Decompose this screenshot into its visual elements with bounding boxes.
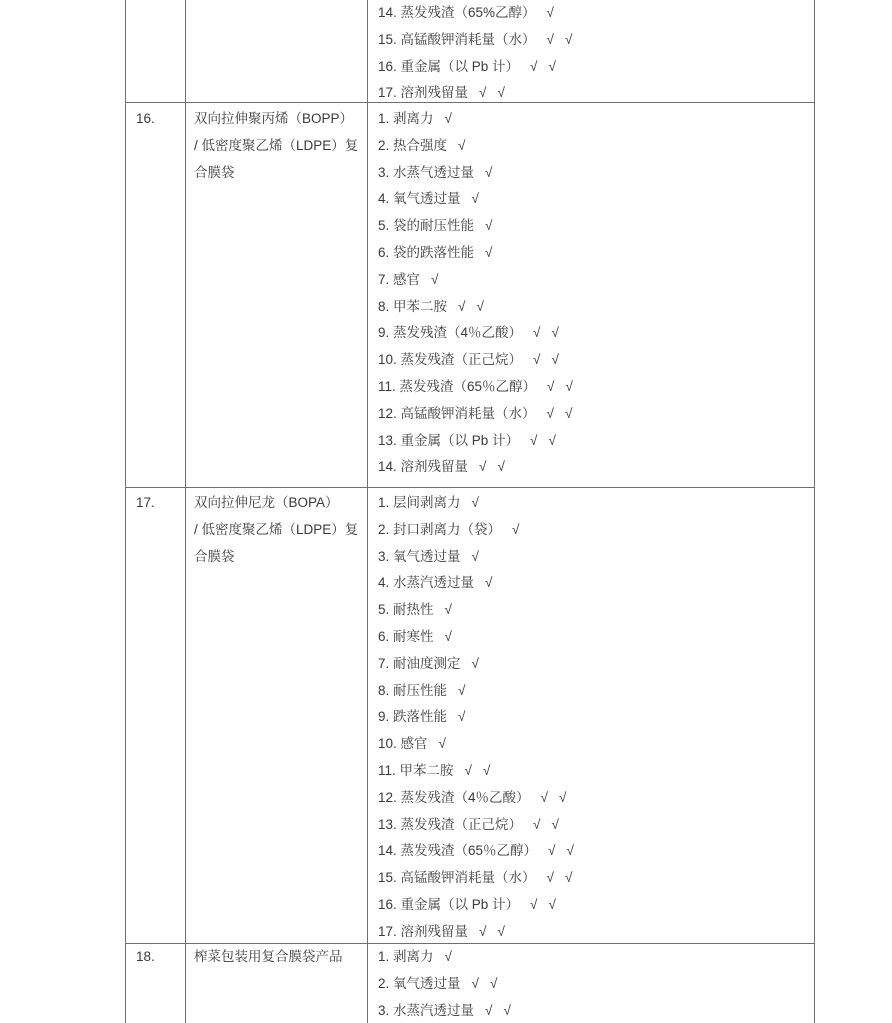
test-item-label: 15. 高锰酸钾消耗量（水） bbox=[378, 31, 536, 47]
test-item bbox=[378, 267, 814, 294]
product-name-line: 合膜袋 bbox=[194, 164, 235, 180]
product-name-line: 双向拉伸聚丙烯（BOPP） bbox=[194, 111, 354, 126]
check-mark: √ bbox=[551, 325, 559, 341]
check-mark: √ bbox=[503, 1002, 511, 1018]
test-items-cell bbox=[368, 488, 814, 943]
check-mark: √ bbox=[565, 378, 573, 394]
test-item bbox=[378, 240, 814, 267]
table-row bbox=[126, 488, 814, 944]
check-mark: √ bbox=[444, 111, 452, 126]
test-item bbox=[378, 944, 814, 971]
test-item-label: 13. 重金属（以 Pb 计） bbox=[378, 432, 520, 448]
table-row bbox=[126, 103, 814, 488]
test-item-label: 12. 高锰酸钾消耗量（水） bbox=[378, 405, 536, 421]
check-mark: √ bbox=[438, 736, 446, 752]
check-mark: √ bbox=[476, 298, 484, 314]
product-name-cell bbox=[186, 488, 368, 943]
check-mark: √ bbox=[512, 521, 520, 537]
check-mark: √ bbox=[546, 5, 554, 20]
test-item-label: 8. 耐压性能 bbox=[378, 682, 448, 698]
check-mark: √ bbox=[485, 575, 493, 591]
check-mark: √ bbox=[482, 762, 491, 778]
check-mark: √ bbox=[566, 843, 574, 859]
test-item bbox=[378, 106, 814, 133]
check-mark: √ bbox=[471, 655, 479, 671]
check-mark: √ bbox=[497, 923, 505, 939]
test-item bbox=[378, 758, 814, 785]
check-mark: √ bbox=[458, 137, 466, 153]
check-mark: √ bbox=[530, 58, 538, 74]
test-item-label: 9. 蒸发残渣（4％乙酸） bbox=[378, 325, 523, 341]
check-mark: √ bbox=[551, 352, 559, 368]
check-mark: √ bbox=[530, 432, 538, 448]
test-item bbox=[378, 0, 814, 27]
check-mark: √ bbox=[546, 405, 554, 421]
check-mark: √ bbox=[471, 191, 479, 207]
test-item-label: 17. 溶剂残留量 bbox=[378, 85, 469, 101]
test-items-cell bbox=[368, 103, 814, 487]
check-mark: √ bbox=[530, 896, 538, 912]
test-item-label: 4. 水蒸汽透过量 bbox=[378, 575, 475, 591]
row-number-cell: 16. bbox=[126, 103, 186, 487]
test-item-label: 5. 耐热性 bbox=[378, 602, 434, 618]
test-item-label: 3. 水蒸汽透过量 bbox=[378, 1002, 475, 1018]
test-item-label: 17. 溶剂残留量 bbox=[378, 923, 469, 939]
test-item bbox=[378, 678, 814, 705]
test-item bbox=[378, 490, 814, 517]
check-mark: √ bbox=[471, 975, 479, 991]
check-mark: √ bbox=[564, 405, 573, 421]
check-mark: √ bbox=[533, 816, 541, 832]
row-number-cell: 18. bbox=[126, 944, 186, 1023]
test-item-label: 16. 重金属（以 Pb 计） bbox=[378, 58, 520, 74]
test-item bbox=[378, 597, 814, 624]
test-item-label: 9. 跌落性能 bbox=[378, 709, 448, 725]
check-mark: √ bbox=[540, 789, 548, 805]
test-item-label: 1. 层间剥离力 bbox=[378, 495, 461, 510]
test-item bbox=[378, 865, 814, 892]
test-item bbox=[378, 892, 814, 919]
check-mark: √ bbox=[533, 352, 541, 368]
check-mark: √ bbox=[479, 923, 487, 939]
check-mark: √ bbox=[485, 164, 493, 180]
row-number-cell: 17. bbox=[126, 488, 186, 943]
check-mark: √ bbox=[533, 325, 541, 341]
check-mark: √ bbox=[471, 548, 479, 564]
test-item bbox=[378, 971, 814, 998]
test-item bbox=[378, 347, 814, 374]
product-name-line: 榨菜包装用复合膜袋产品 bbox=[194, 949, 343, 964]
table-row bbox=[126, 0, 814, 103]
check-mark: √ bbox=[548, 432, 556, 448]
test-item-label: 1. 剥离力 bbox=[378, 949, 434, 964]
test-item bbox=[378, 785, 814, 812]
product-name-line: / 低密度聚乙烯（LDPE）复 bbox=[194, 137, 359, 153]
test-item bbox=[378, 998, 814, 1023]
product-name-cell bbox=[186, 0, 368, 102]
check-mark: √ bbox=[485, 1002, 493, 1018]
test-item-label: 8. 甲苯二胺 bbox=[378, 298, 448, 314]
test-item bbox=[378, 838, 814, 865]
test-item-label: 6. 耐寒性 bbox=[378, 628, 434, 644]
test-item bbox=[378, 160, 814, 187]
test-item bbox=[378, 624, 814, 651]
check-mark: √ bbox=[497, 459, 505, 475]
test-item bbox=[378, 54, 814, 81]
test-item bbox=[378, 731, 814, 758]
test-item-label: 14. 蒸发残渣（65％乙醇） bbox=[378, 843, 538, 859]
inspection-scope-table bbox=[125, 0, 815, 1023]
check-mark: √ bbox=[548, 896, 556, 912]
test-item-label: 11. 蒸发残渣（65％乙醇） bbox=[378, 378, 537, 394]
test-item-label: 2. 热合强度 bbox=[378, 137, 448, 153]
test-item bbox=[378, 320, 814, 347]
test-item bbox=[378, 294, 814, 321]
test-item bbox=[378, 704, 814, 731]
test-item bbox=[378, 544, 814, 571]
test-item-label: 7. 感官 bbox=[378, 271, 421, 287]
product-name-cell bbox=[186, 103, 368, 487]
check-mark: √ bbox=[547, 378, 555, 394]
test-items-cell bbox=[368, 944, 814, 1023]
check-mark: √ bbox=[479, 85, 487, 101]
test-item bbox=[378, 186, 814, 213]
check-mark: √ bbox=[444, 628, 452, 644]
test-item-label: 2. 封口剥离力（袋） bbox=[378, 521, 502, 537]
test-item bbox=[378, 570, 814, 597]
check-mark: √ bbox=[564, 31, 573, 47]
test-item bbox=[378, 374, 814, 401]
check-mark: √ bbox=[558, 789, 567, 805]
check-mark: √ bbox=[471, 495, 479, 510]
check-mark: √ bbox=[431, 271, 439, 287]
test-item bbox=[378, 80, 814, 102]
test-item bbox=[378, 812, 814, 839]
test-item-label: 10. 感官 bbox=[378, 736, 428, 752]
test-item-label: 14. 溶剂残留量 bbox=[378, 459, 469, 475]
test-items-cell bbox=[368, 0, 814, 102]
check-mark: √ bbox=[489, 975, 498, 991]
test-item bbox=[378, 401, 814, 428]
check-mark: √ bbox=[497, 85, 505, 101]
test-item bbox=[378, 213, 814, 240]
test-item-label: 1. 剥离力 bbox=[378, 111, 434, 126]
check-mark: √ bbox=[485, 244, 493, 260]
check-mark: √ bbox=[551, 816, 559, 832]
test-item bbox=[378, 133, 814, 160]
product-name-cell bbox=[186, 944, 368, 1023]
test-item-label: 12. 蒸发残渣（4％乙酸） bbox=[378, 789, 530, 805]
check-mark: √ bbox=[564, 870, 573, 886]
table-row bbox=[126, 944, 814, 1023]
test-item bbox=[378, 428, 814, 455]
test-item-label: 6. 袋的跌落性能 bbox=[378, 244, 475, 260]
check-mark: √ bbox=[444, 949, 452, 964]
check-mark: √ bbox=[485, 218, 493, 234]
product-name-line: 双向拉伸尼龙（BOPA） bbox=[194, 495, 339, 510]
check-mark: √ bbox=[458, 709, 466, 725]
test-item bbox=[378, 27, 814, 54]
test-item-label: 4. 氧气透过量 bbox=[378, 191, 461, 207]
test-item bbox=[378, 651, 814, 678]
check-mark: √ bbox=[444, 602, 452, 618]
check-mark: √ bbox=[458, 682, 466, 698]
check-mark: √ bbox=[546, 31, 554, 47]
test-item bbox=[378, 454, 814, 481]
product-name-line: / 低密度聚乙烯（LDPE）复 bbox=[194, 521, 359, 537]
test-item-label: 15. 高锰酸钾消耗量（水） bbox=[378, 870, 536, 886]
test-item-label: 3. 水蒸气透过量 bbox=[378, 164, 475, 180]
test-item-label: 7. 耐油度测定 bbox=[378, 655, 461, 671]
test-item-label: 5. 袋的耐压性能 bbox=[378, 218, 475, 234]
row-number-cell bbox=[126, 0, 186, 102]
test-item-label: 3. 氧气透过量 bbox=[378, 548, 461, 564]
check-mark: √ bbox=[464, 762, 472, 778]
test-item-label: 10. 蒸发残渣（正己烷） bbox=[378, 352, 523, 368]
test-item-label: 16. 重金属（以 Pb 计） bbox=[378, 896, 520, 912]
check-mark: √ bbox=[546, 870, 554, 886]
product-name-line: 合膜袋 bbox=[194, 548, 235, 564]
test-item bbox=[378, 919, 814, 943]
check-mark: √ bbox=[548, 843, 556, 859]
test-item-label: 14. 蒸发残渣（65%乙醇） bbox=[378, 5, 536, 20]
check-mark: √ bbox=[479, 459, 487, 475]
test-item-label: 11. 甲苯二胺 bbox=[378, 762, 454, 778]
check-mark: √ bbox=[458, 298, 466, 314]
test-item-label: 2. 氧气透过量 bbox=[378, 975, 461, 991]
test-item-label: 13. 蒸发残渣（正己烷） bbox=[378, 816, 523, 832]
test-item bbox=[378, 517, 814, 544]
check-mark: √ bbox=[548, 58, 556, 74]
